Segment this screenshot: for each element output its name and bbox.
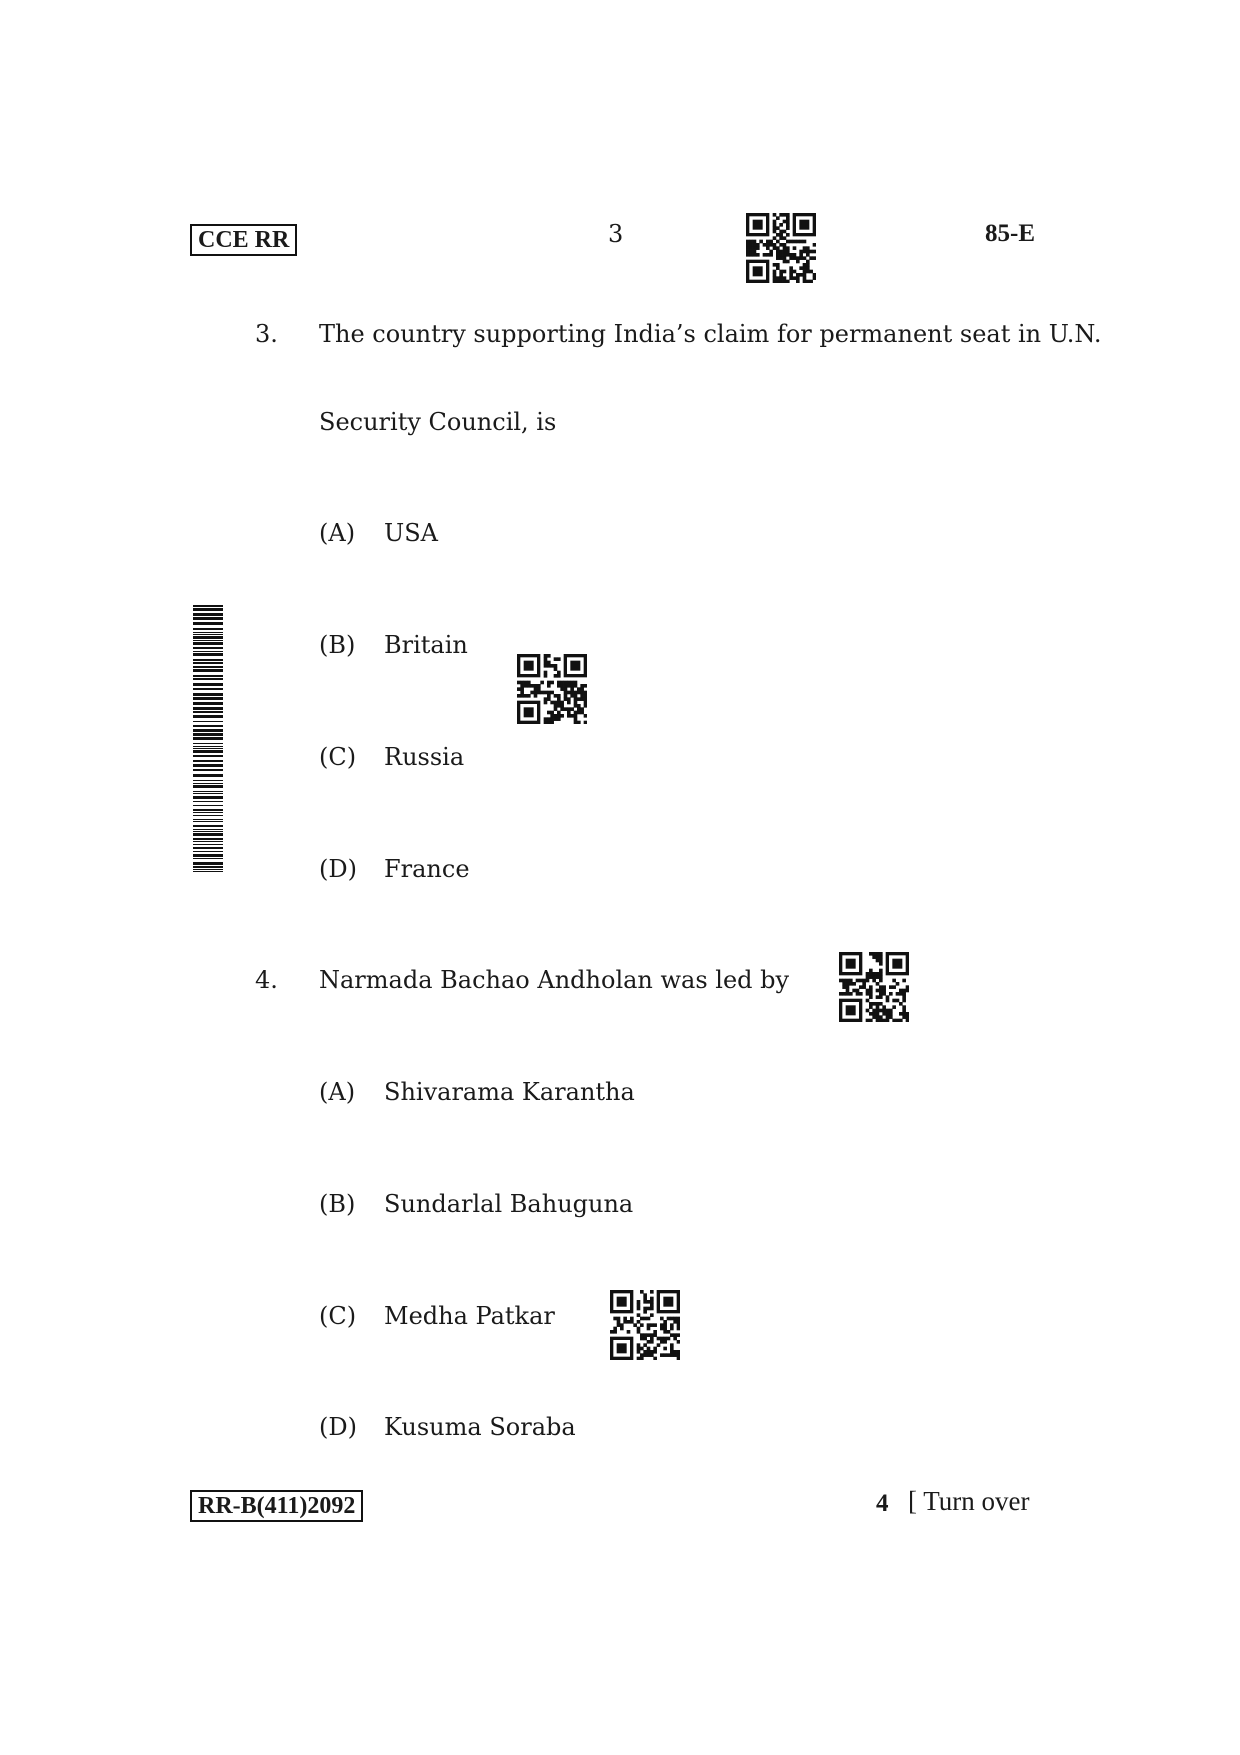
qr-code-icon: [517, 654, 587, 724]
option-letter: (C): [319, 1302, 357, 1330]
option-text: Russia: [384, 743, 465, 771]
option-text: USA: [384, 519, 438, 547]
option-letter: (B): [319, 1190, 356, 1218]
option-text: Medha Patkar: [384, 1302, 555, 1330]
qr-code-icon: [746, 213, 816, 283]
question-text-line: Narmada Bachao Andholan was led by: [319, 966, 790, 994]
question-text-line: The country supporting India’s claim for permanent seat in U.N.: [319, 320, 1102, 348]
question-number: 3.: [255, 320, 278, 348]
turn-over-label: [ Turn over: [908, 1486, 1030, 1516]
qr-code-icon: [839, 952, 909, 1022]
option-text: Shivarama Karantha: [384, 1078, 635, 1106]
header-code-box: [190, 224, 297, 256]
qr-code-icon: [610, 1290, 680, 1360]
barcode-icon: [193, 605, 225, 879]
option-letter: (D): [319, 1413, 357, 1441]
option-text: Kusuma Soraba: [384, 1413, 576, 1441]
page-number: 3: [608, 220, 624, 248]
option-letter: (D): [319, 855, 357, 883]
header-code: CCE RR: [198, 227, 290, 253]
sheet-number: 4: [876, 1490, 889, 1517]
option-text: Britain: [384, 631, 468, 659]
footer-code: RR-B(411)2092: [198, 1493, 356, 1519]
option-letter: (B): [319, 631, 356, 659]
option-text: France: [384, 855, 470, 883]
question-text-line: Security Council, is: [319, 408, 557, 436]
option-letter: (A): [319, 1078, 356, 1106]
option-text: Sundarlal Bahuguna: [384, 1190, 634, 1218]
option-letter: (C): [319, 743, 357, 771]
option-letter: (A): [319, 519, 356, 547]
question-number: 4.: [255, 966, 278, 994]
paper-code: 85-E: [985, 220, 1035, 247]
footer-code-box: [190, 1490, 363, 1522]
